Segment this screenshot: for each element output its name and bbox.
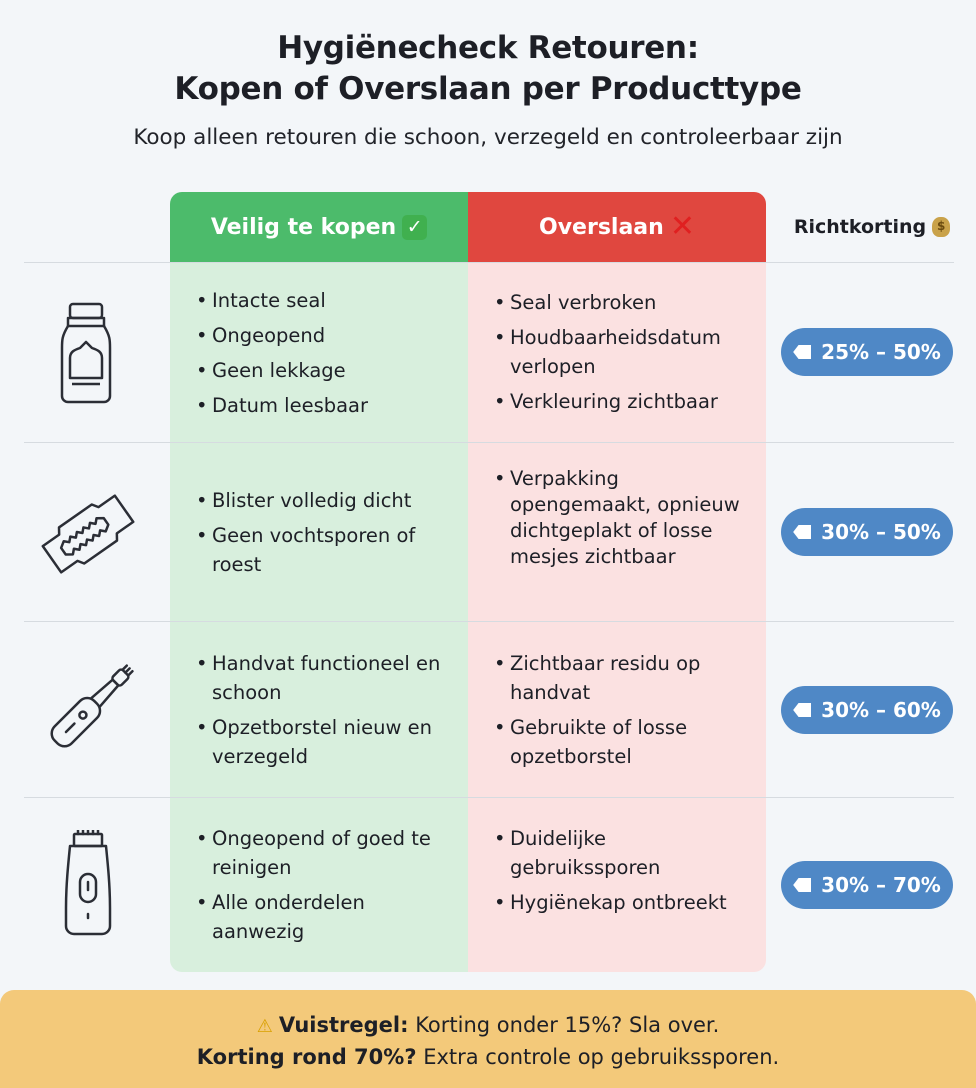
row-divider [24, 442, 954, 443]
price-tag-icon [793, 525, 811, 539]
discount-value: 25% – 50% [821, 340, 941, 364]
check-icon: ✓ [402, 215, 427, 240]
money-bag-icon [932, 217, 950, 237]
safe-cell-row-2 [196, 486, 456, 585]
row-divider [24, 797, 954, 798]
list-item: • Geen lekkage [196, 356, 456, 385]
page-title [0, 28, 976, 110]
list-item: • Datum leesbaar [196, 391, 456, 420]
hair-clipper-icon [62, 830, 114, 938]
price-tag-icon [793, 345, 811, 359]
discount-badge-row-3 [781, 686, 953, 734]
row-divider [24, 262, 954, 263]
discount-value: 30% – 70% [821, 873, 941, 897]
footer-line-2-bold: Korting rond 70%? [196, 1045, 417, 1069]
title-line-2: Kopen of Overslaan per Producttype [174, 71, 802, 107]
safe-cell-row-4 [196, 824, 456, 952]
discount-value: 30% – 50% [821, 520, 941, 544]
safe-column-header [170, 192, 468, 262]
list-item: • Handvat functioneel en schoon [196, 649, 456, 707]
safe-header-label: Veilig te kopen [210, 214, 397, 240]
page-subtitle: Koop alleen retouren die schoon, verzegeld en controleerbaar zijn [133, 125, 843, 150]
list-item: • Blister volledig dicht [196, 486, 456, 515]
skip-cell-row-3 [494, 649, 756, 777]
list-item: • Intacte seal [196, 286, 456, 315]
skip-cell-row-1 [494, 288, 756, 422]
list-item: • Alle onderdelen aanwezig [196, 888, 456, 946]
list-item: • Ongeopend [196, 321, 456, 350]
list-item: • Geen vochtsporen of roest [196, 521, 456, 579]
list-item: • Verpakking opengemaakt, opnieuw dichtgeplakt of losse mesjes zichtbaar [494, 466, 756, 570]
skip-cell-row-4 [494, 824, 756, 923]
title-line-1: Hygiënecheck Retouren: [277, 30, 699, 66]
discount-header-label: Richtkorting [793, 216, 927, 238]
razor-blade-icon [38, 484, 138, 584]
electric-toothbrush-icon [40, 656, 140, 760]
discount-badge-row-2 [781, 508, 953, 556]
list-item: • Gebruikte of losse opzetborstel [494, 713, 756, 771]
safe-cell-row-1 [196, 286, 456, 426]
price-tag-icon [793, 878, 811, 892]
warning-icon: ⚠ [256, 1016, 273, 1037]
skip-header-label: Overslaan [539, 214, 664, 240]
list-item: • Opzetborstel nieuw en verzegeld [196, 713, 456, 771]
footer-line-1-text: Korting onder 15%? Sla over. [415, 1013, 720, 1037]
lotion-bottle-icon [58, 300, 114, 404]
cross-icon: ✕ [669, 209, 695, 244]
list-item: • Hygiënekap ontbreekt [494, 888, 756, 917]
discount-column-header [768, 192, 976, 262]
footer-line-2-text: Extra controle op gebruikssporen. [423, 1045, 780, 1069]
safe-cell-row-3 [196, 649, 456, 777]
list-item: • Houdbaarheidsdatum verlopen [494, 323, 756, 381]
list-item: • Ongeopend of goed te reinigen [196, 824, 456, 882]
price-tag-icon [793, 703, 811, 717]
list-item: • Zichtbaar residu op handvat [494, 649, 756, 707]
rule-of-thumb-footer [0, 990, 976, 1088]
row-divider [24, 621, 954, 622]
list-item: • Duidelijke gebruikssporen [494, 824, 756, 882]
discount-value: 30% – 60% [821, 698, 941, 722]
footer-line-1-bold: Vuistregel: [278, 1013, 409, 1037]
discount-badge-row-1 [781, 328, 953, 376]
discount-badge-row-4 [781, 861, 953, 909]
footer-line-2 [0, 1042, 976, 1072]
skip-cell-row-2 [494, 466, 756, 576]
footer-line-1 [0, 1010, 976, 1042]
list-item: • Seal verbroken [494, 288, 756, 317]
skip-column-header [468, 192, 766, 262]
list-item: • Verkleuring zichtbaar [494, 387, 756, 416]
